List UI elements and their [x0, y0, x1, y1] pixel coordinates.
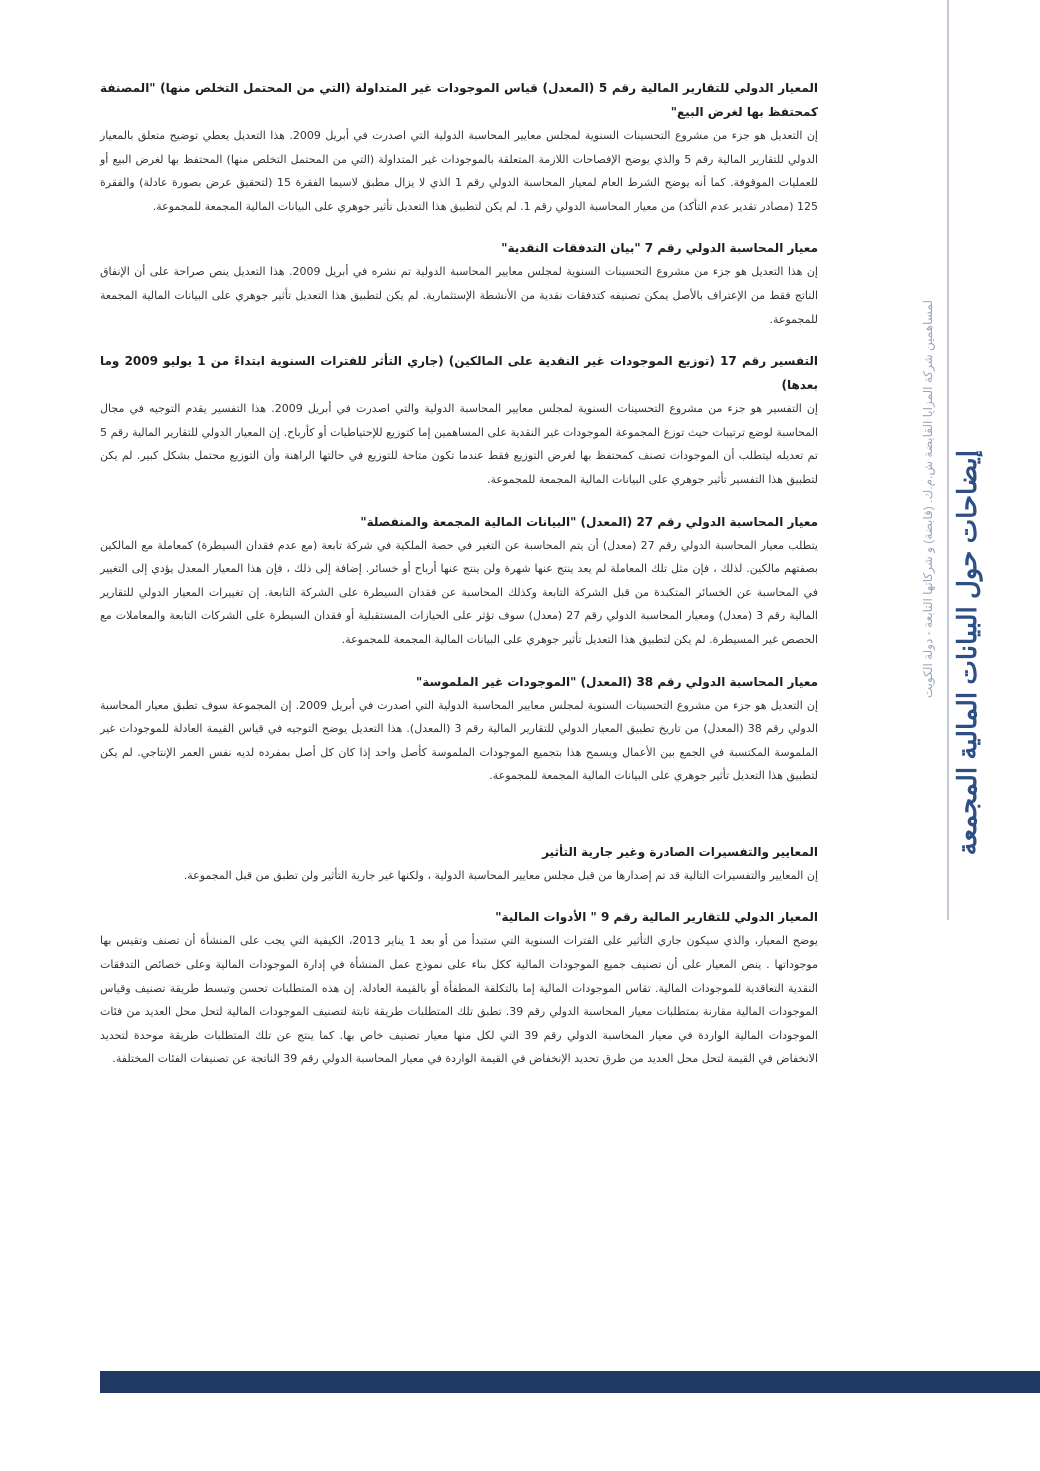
footer-bar: [100, 1371, 1040, 1393]
section-paragraph: يوضح المعيار، والذي سيكون جاري التأثير على الفترات السنوية التي ستبدأ من أو بعد 1 يناير 2013، الكيفية التي يجب على المنشأة أن تصنف وتقيس بها موجوداتها . ينص المعيار على أن تصنيف جميع الموجودات المالية ككل بناء على نموذج عمل المنشأة في إدارة الموجودات المالية وعلى خصائص التدفقات النقدية التعاقدية للموجودات المالية. تقاس الموجودات المالية إما بالتكلفة المطفأة أو بالقيمة العادلة. إن هذه المتطلبات تحسن وتبسط طريقة تصنيف وقياس الموجودات المالية مقارنة بمتطلبات معيار المحاسبة الدولي رقم 39. تطبق تلك المتطلبات طريقة ثابتة لتصنيف الموجودات المالية لتحل محل العديد من فئات الموجودات المالية الواردة في معيار المحاسبة الدولي رقم 39 التي لكل منها معيار تصنيف خاص بها. كما ينتج عن تلك المتطلبات طريقة موحدة لتحديد الانخفاض في القيمة لتحل محل العديد من طرق تحديد الإنخفاض في القيمة الواردة في معيار المحاسبة الدولي رقم 39 الناتجة عن تصنيفات الفئات المختلفة.: [100, 934, 818, 1066]
section-issued-not-effective: [100, 840, 818, 888]
section-ias27: [100, 510, 818, 652]
section-paragraph: إن التعديل هو جزء من مشروع التحسينات السنوية لمجلس معايير المحاسبة الدولية التي اصدرت في أبريل 2009. إن المجموعة سوف تطبق معيار المحاسبة الدولي رقم 38 (المعدل) من تاريخ تطبيق المعيار الدولي للتقارير المالية رقم 3 (المعدل). هذا التعديل يوضح التوجيه في قياس القيمة العادلة للموجودات غير الملموسة المكتسبة في الجمع بين الأعمال ويسمح هذا بتجميع الموجودات الملموسة كأصل واحد إذا كان كل أصل بمفرده لديه نفس العمر الإنتاجي. لم يكن لتطبيق هذا التعديل تأثير جوهري على البيانات المالية المجمعة للمجموعة.: [100, 698, 818, 783]
section-paragraph: يتطلب معيار المحاسبة الدولي رقم 27 (معدل) أن يتم المحاسبة عن التغير في حصة الملكية في شركة تابعة (مع عدم فقدان السيطرة) كمعاملة مع المالكين بصفتهم مالكين. لذلك ، فإن مثل تلك المعاملة لم يعد ينتج عنها شهرة ولن ينتج عنها أرباح أو خسائر. إضافة إلى ذلك ، فإن هذا المعيار المعدل يؤدي إلى التغيير في المحاسبة عن الخسائر المتكبدة من قبل الشركة التابعة وكذلك المحاسبة عن فقدان السيطرة على الشركة التابعة. إن تغييرات المعيار الدولي للتقارير المالية رقم 3 (معدل) ومعيار المحاسبة الدولي رقم 27 (معدل) سوف تؤثر على الحيازات المستقبلية أو فقدان السيطرة على الشركات التابعة والمعاملات مع الحصص غير المسيطرة. لم يكن لتطبيق هذا التعديل تأثير جوهري على البيانات المالية المجمعة للمجموعة.: [100, 538, 818, 646]
sidebar-title: إيضاحات حول البيانات المالية المجمعة: [952, 450, 982, 856]
section-heading: المعايير والتفسيرات الصادرة وغير جارية التأثير: [542, 844, 818, 859]
section-heading: المعيار الدولي للتقارير المالية رقم 5 (المعدل) قياس الموجودات غير المتداولة (التي من المحتمل التخلص منها) "المصنفة كمحتفظ بها لغرض البيع": [100, 81, 818, 119]
section-ifrs5: [100, 76, 818, 218]
document-body: [100, 76, 818, 1071]
section-ias38: [100, 670, 818, 788]
section-heading: معيار المحاسبة الدولي رقم 27 (المعدل) "البيانات المالية المجمعة والمنفصلة": [360, 514, 818, 529]
section-heading: المعيار الدولي للتقارير المالية رقم 9 " الأدوات المالية": [495, 910, 818, 925]
section-paragraph: إن التفسير هو جزء من مشروع التحسينات السنوية لمجلس معايير المحاسبة الدولية والتي اصدرت في أبريل 2009. هذا التفسير يقدم التوجيه في مجال المحاسبة لوضع ترتيبات حيث توزع المجموعة الموجودات غير النقدية على المساهمين إما كتوزيع للإحتياطيات أو كأرباح. إن المعيار الدولي للتقارير المالية رقم 5 تم تعديله ليتطلب أن الموجودات تصنف كمحتفظ بها لغرض التوزيع فقط عندما تكون متاحة للتوزيع في حالتها الراهنة وأن التوزيع محتمل بشكل كبير. لم يكن لتطبيق هذا التفسير تأثير جوهري على البيانات المالية المجمعة للمجموعة.: [100, 402, 818, 486]
section-paragraph: إن هذا التعديل هو جزء من مشروع التحسينات السنوية لمجلس معايير المحاسبة الدولية تم نشره في أبريل 2009. هذا التعديل ينص صراحة على أن الإنفاق الناتج فقط من الإعتراف بالأصل يمكن تصنيفه كتدفقات نقدية من الأنشطة الإستثمارية. لم يكن لتطبيق هذا التعديل تأثير جوهري على البيانات المالية المجمعة للمجموعة.: [100, 265, 818, 326]
section-ifric17: [100, 349, 818, 491]
section-paragraph: إن المعايير والتفسيرات التالية قد تم إصدارها من قبل مجلس معايير المحاسبة الدولية ، ولكنها غير جارية التأثير ولن تطبق من قبل المجموعة.: [183, 868, 818, 882]
section-heading: معيار المحاسبة الدولي رقم 7 "بيان التدفقات النقدية": [501, 241, 818, 256]
sidebar-subtitle: لمساهمين شركة المزايا القابضة ش.م.ك. (قابضة) و شركاتها التابعة - دولة الكويت: [921, 300, 935, 699]
section-ifrs9: [100, 905, 818, 1071]
section-paragraph: إن التعديل هو جزء من مشروع التحسينات السنوية لمجلس معايير المحاسبة الدولية التي اصدرت في أبريل 2009. هذا التعديل يعطي توضيح متعلق بالمعيار الدولي للتقارير المالية رقم 5 والذي يوضح الإفصاحات اللازمة المتعلقة بالموجودات غير المتداولة (التي من المحتمل التخلص منها) المحتفظ بها لغرض البيع أو للعمليات الموقوفة. كما أنه يوضح الشرط العام لمعيار المحاسبة الدولي رقم 1 الذي لا يزال مطبق لاسيما الفقرة 15 (لتحقيق عرض بصورة عادلة) والفقرة 125 (مصادر تقدير عدم التأكد) من معيار المحاسبة الدولي رقم 1. لم يكن لتطبيق هذا التعديل تأثير جوهري على البيانات المالية المجمعة للمجموعة.: [100, 129, 818, 213]
section-ias7: [100, 236, 818, 331]
section-heading: معيار المحاسبة الدولي رقم 38 (المعدل) "الموجودات غير الملموسة": [416, 674, 818, 689]
section-heading: التفسير رقم 17 (توزيع الموجودات غير النقدية على المالكين) (جاري التأثر للفترات السنوية ابتداءً من 1 يوليو 2009 وما بعدها): [100, 354, 819, 393]
